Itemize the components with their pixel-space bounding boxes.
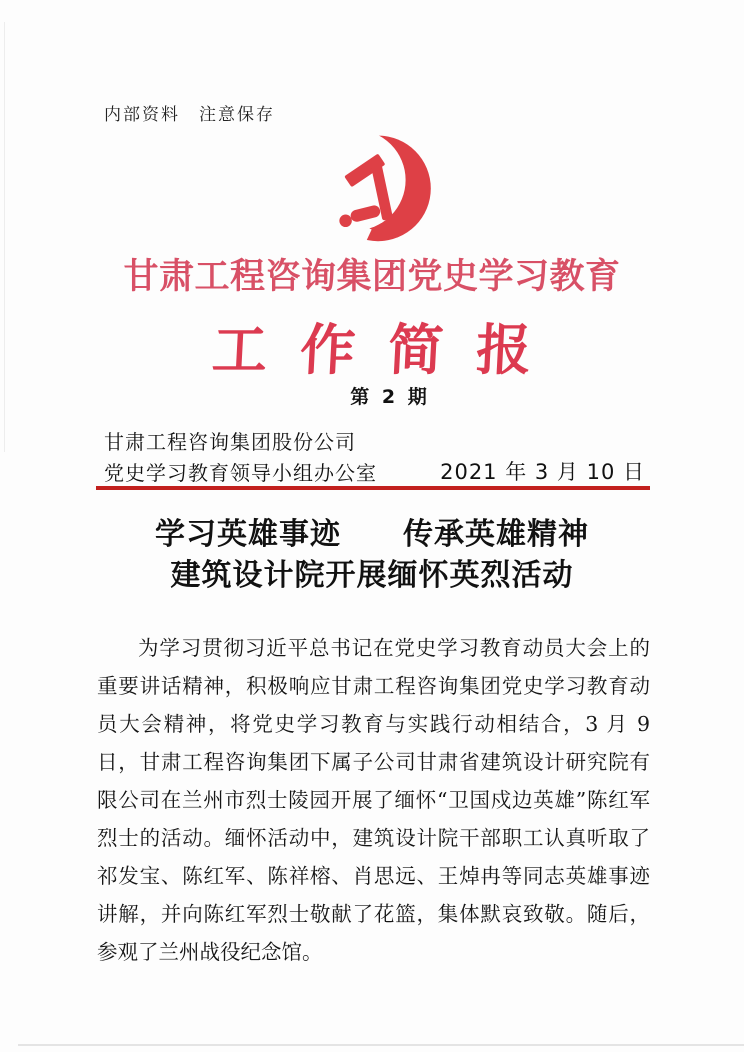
sickle-handle-knob [339,215,351,227]
article-title-line2: 建筑设计院开展缅怀英烈活动 [170,558,574,593]
masthead-title: 甘肃工程咨询集团党史学习教育 [123,256,621,297]
publisher-org-line1: 甘肃工程咨询集团股份公司 [104,430,356,454]
publisher-org-line2: 党史学习教育领导小组办公室 [104,461,377,485]
article-title-line1: 学习英雄事迹 传承英雄精神 [155,517,589,552]
scan-artifact-bottom-edge [18,1044,744,1046]
article-title [0,514,744,596]
issue-number: 第 2 期 [350,386,430,408]
masthead-divider-rule [96,486,650,490]
emblem-shapes [312,132,431,252]
scan-artifact-left-edge [4,22,5,452]
issue-date: 2021 年 3 月 10 日 [440,460,645,484]
article-paragraph: 为学习贯彻习近平总书记在党史学习教育动员大会上的重要讲话精神，积极响应甘肃工程咨询集团党史学习教育动员大会精神，将党史学习教育与实践行动相结合，3 月 9 日，甘肃工程咨询集团下属子公司甘肃省建筑设计研究院有限公司在兰州市烈士陵园开展了缅怀“卫国戍边英雄”陈红军烈士的活动。缅怀活动中，建筑设计院干部职工认真听取了祁发宝、陈红军、陈祥榕、肖思远、王焯冉等同志英雄事迹讲解，并向陈红军烈士敬献了花篮，集体默哀致敬。随后，参观了兰州战役纪念馆。 [97,636,650,964]
hammer-sickle-icon [312,132,432,252]
bulletin-name: 工作简报 [210,317,566,382]
publisher-block [104,427,377,489]
party-emblem-icon [312,132,432,252]
internal-material-notice: 内部资料 注意保存 [104,105,275,125]
